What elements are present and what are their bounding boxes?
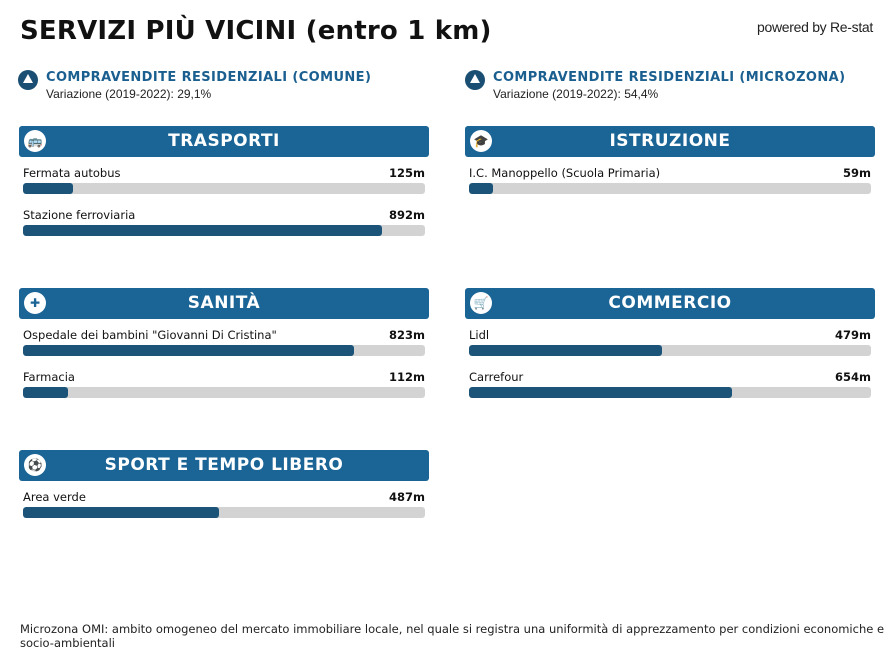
category-trasporti: [19, 126, 429, 241]
service-item: [469, 157, 871, 199]
service-item: [23, 199, 425, 241]
service-name: Fermata autobus: [23, 166, 121, 180]
service-name: Area verde: [23, 490, 86, 504]
distance-bar-fill: [23, 387, 68, 398]
service-distance: 59m: [843, 166, 871, 180]
distance-bar-fill: [23, 345, 354, 356]
distance-bar-fill: [469, 345, 662, 356]
triangle-up-icon: [465, 70, 485, 90]
service-name: I.C. Manoppello (Scuola Primaria): [469, 166, 661, 180]
bus-icon: 🚌: [24, 130, 46, 152]
category-sport: [19, 450, 429, 523]
category-title: ISTRUZIONE: [609, 131, 731, 151]
category-header: [465, 288, 875, 319]
category-header: [465, 126, 875, 157]
service-name: Stazione ferroviaria: [23, 208, 136, 222]
service-item: [469, 319, 871, 361]
category-header: [19, 126, 429, 157]
service-distance: 112m: [389, 370, 425, 384]
service-item: [23, 157, 425, 199]
service-item: [23, 361, 425, 403]
distance-bar-fill: [469, 387, 732, 398]
category-istruzione: [465, 126, 875, 199]
category-commercio: [465, 288, 875, 403]
footer-line: Microzona OMI: ambito omogeneo del mercato immobiliare locale, nel quale si registra una uniformità di apprezzamento per condizioni economiche e: [20, 622, 885, 636]
service-distance: 823m: [389, 328, 425, 342]
page-title: SERVIZI PIÙ VICINI (entro 1 km): [20, 16, 492, 46]
kpi-title: COMPRAVENDITE RESIDENZIALI (MICROZONA): [493, 70, 846, 85]
distance-bar: [23, 183, 425, 194]
footer-note: [20, 622, 892, 650]
category-title: TRASPORTI: [168, 131, 280, 151]
distance-bar-fill: [23, 183, 73, 194]
service-name: Farmacia: [23, 370, 75, 384]
category-title: SANITÀ: [187, 293, 261, 313]
distance-bar: [23, 345, 425, 356]
distance-bar-fill: [23, 507, 219, 518]
kpi-subtitle: Variazione (2019-2022): 29,1%: [46, 87, 212, 101]
triangle-up-icon: [18, 70, 38, 90]
cart-icon: 🛒: [470, 292, 492, 314]
student-icon: 🎓: [470, 130, 492, 152]
category-title: COMMERCIO: [608, 293, 732, 313]
distance-bar: [23, 387, 425, 398]
service-distance: 892m: [389, 208, 425, 222]
service-distance: 125m: [389, 166, 425, 180]
distance-bar: [23, 507, 425, 518]
service-item: [23, 319, 425, 361]
distance-bar-fill: [23, 225, 382, 236]
distance-bar: [469, 387, 871, 398]
powered-by-label: powered by Re-stat: [757, 19, 873, 35]
category-sanita: [19, 288, 429, 403]
distance-bar: [23, 225, 425, 236]
service-name: Carrefour: [469, 370, 524, 384]
category-header: [19, 288, 429, 319]
kpi-title: COMPRAVENDITE RESIDENZIALI (COMUNE): [46, 70, 372, 85]
category-title: SPORT E TEMPO LIBERO: [104, 455, 344, 475]
hospital-icon: ✚: [24, 292, 46, 314]
distance-bar: [469, 183, 871, 194]
service-distance: 487m: [389, 490, 425, 504]
ball-icon: ⚽: [24, 454, 46, 476]
footer-line: socio-ambientali: [20, 636, 115, 650]
distance-bar-fill: [469, 183, 493, 194]
service-distance: 654m: [835, 370, 871, 384]
kpi-subtitle: Variazione (2019-2022): 54,4%: [493, 87, 659, 101]
distance-bar: [469, 345, 871, 356]
service-distance: 479m: [835, 328, 871, 342]
service-name: Lidl: [469, 328, 490, 342]
service-item: [23, 481, 425, 523]
category-header: [19, 450, 429, 481]
service-item: [469, 361, 871, 403]
service-name: Ospedale dei bambini "Giovanni Di Cristina": [23, 328, 277, 342]
